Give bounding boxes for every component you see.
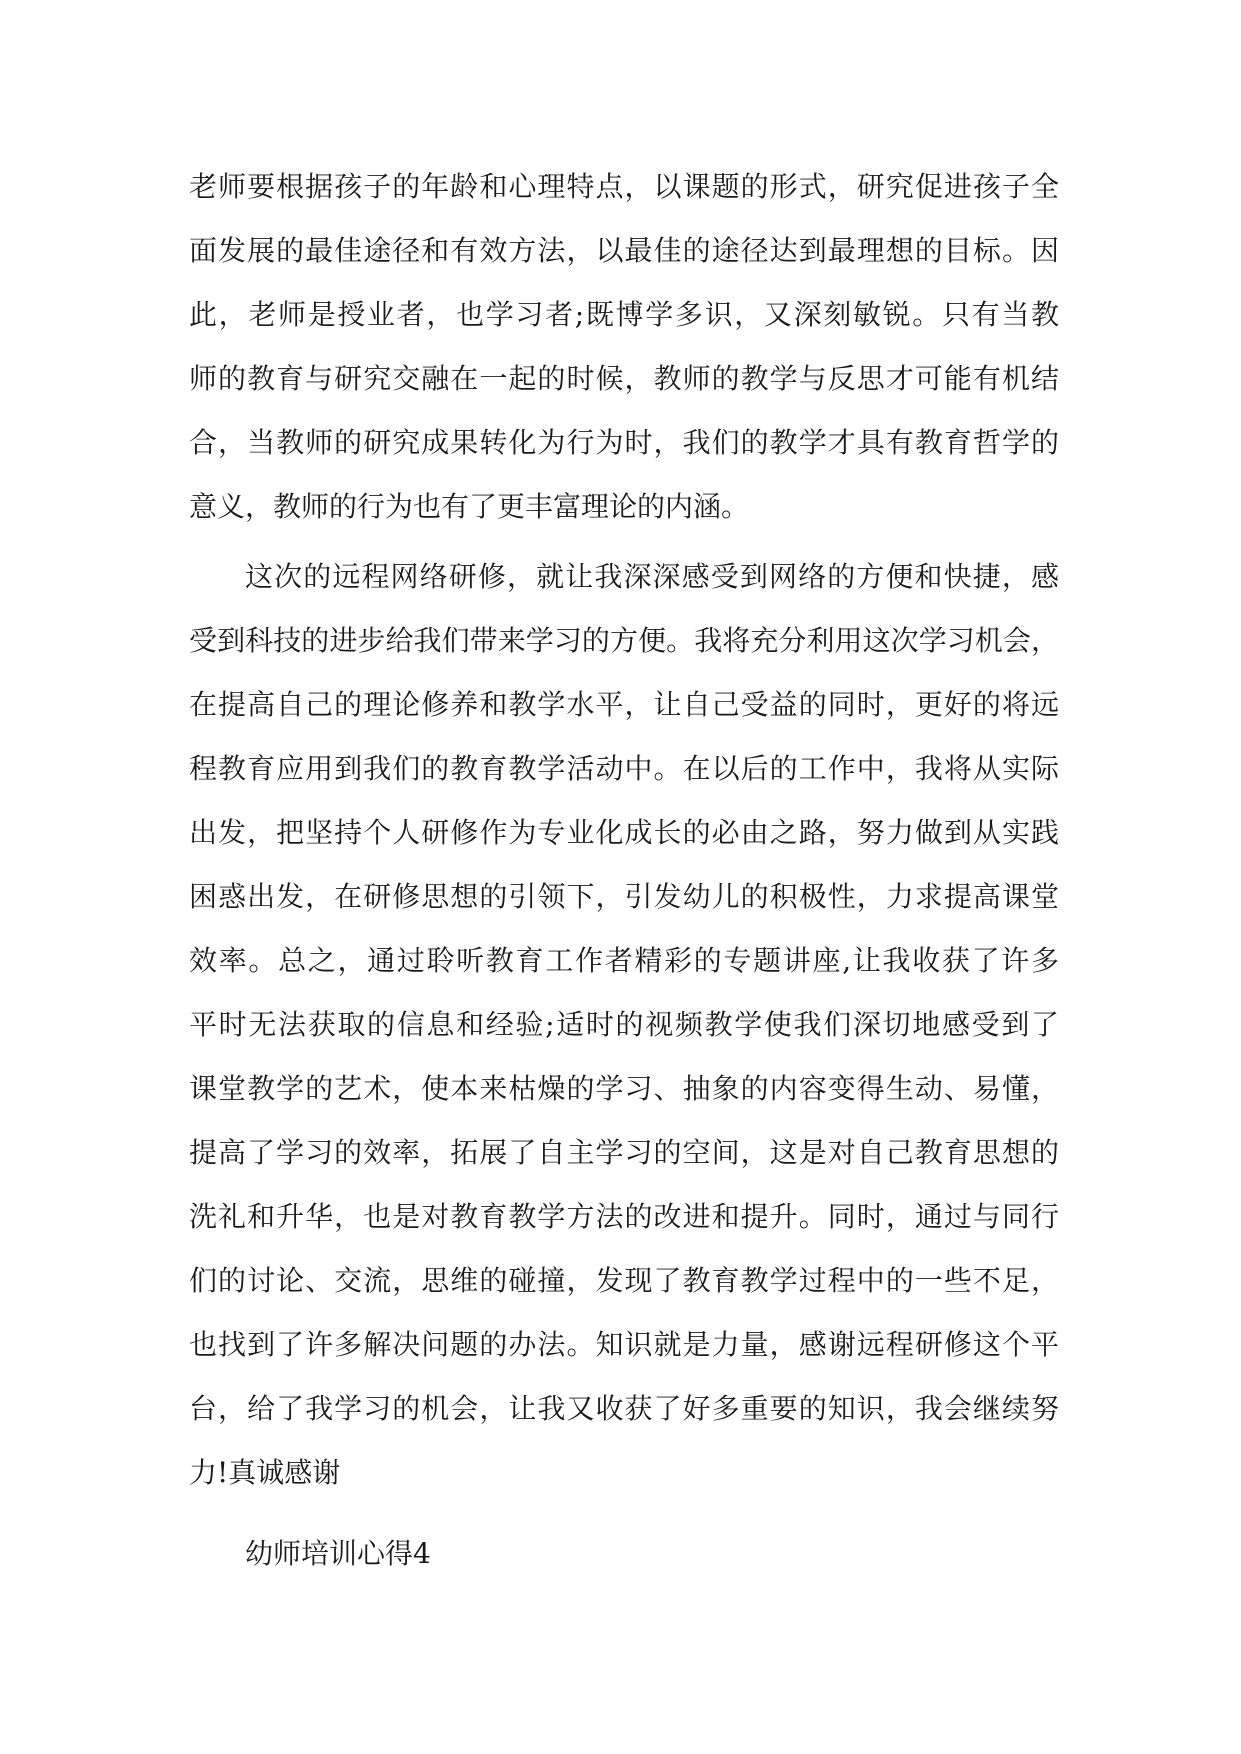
paragraph-line: 程教育应用到我们的教育教学活动中。在以后的工作中，我将从实际: [189, 752, 1059, 785]
paragraph-line: 面发展的最佳途径和有效方法，以最佳的途径达到最理想的目标。因: [189, 234, 1059, 267]
paragraph-line: 也找到了许多解决问题的办法。知识就是力量，感谢远程研修这个平: [189, 1328, 1059, 1361]
paragraph-line: 受到科技的进步给我们带来学习的方便。我将充分利用这次学习机会，: [189, 624, 1059, 657]
paragraph-line: 老师要根据孩子的年龄和心理特点，以课题的形式，研究促进孩子全: [189, 170, 1059, 203]
paragraph-line: 师的教育与研究交融在一起的时候，教师的教学与反思才可能有机结: [189, 362, 1059, 395]
paragraph-line: 合，当教师的研究成果转化为行为时，我们的教学才具有教育哲学的: [189, 426, 1059, 459]
paragraph-line: 力!真诚感谢: [189, 1456, 341, 1489]
paragraph-line: 意义，教师的行为也有了更丰富理论的内涵。: [189, 490, 750, 523]
paragraph-line: 效率。总之，通过聆听教育工作者精彩的专题讲座,让我收获了许多: [189, 944, 1059, 977]
paragraph-line: 在提高自己的理论修养和教学水平，让自己受益的同时，更好的将远: [189, 688, 1059, 721]
paragraph-line: 出发，把坚持个人研修作为专业化成长的必由之路，努力做到从实践: [189, 816, 1059, 849]
paragraph-line: 此，老师是授业者，也学习者;既博学多识，又深刻敏锐。只有当教: [189, 298, 1059, 331]
paragraph-1: [189, 155, 1059, 539]
paragraph-line: 台，给了我学习的机会，让我又收获了好多重要的知识，我会继续努: [189, 1392, 1059, 1425]
paragraph-line: 课堂教学的艺术，使本来枯燥的学习、抽象的内容变得生动、易懂，: [189, 1072, 1059, 1105]
paragraph-line: 洗礼和升华，也是对教育教学方法的改进和提升。同时，通过与同行: [189, 1200, 1059, 1233]
paragraph-line: 困惑出发，在研修思想的引领下，引发幼儿的积极性，力求提高课堂: [189, 880, 1059, 913]
paragraph-line: 提高了学习的效率，拓展了自主学习的空间，这是对自己教育思想的: [189, 1136, 1059, 1169]
paragraph-line: 平时无法获取的信息和经验;适时的视频教学使我们深切地感受到了: [189, 1008, 1059, 1041]
paragraph-line: 们的讨论、交流，思维的碰撞，发现了教育教学过程中的一些不足，: [189, 1264, 1059, 1297]
paragraph-line: 这次的远程网络研修，就让我深深感受到网络的方便和快捷，感: [245, 560, 1059, 593]
section-heading: 幼师培训心得4: [245, 1537, 431, 1570]
document-body: [189, 155, 1059, 1505]
paragraph-2: [189, 545, 1059, 1505]
